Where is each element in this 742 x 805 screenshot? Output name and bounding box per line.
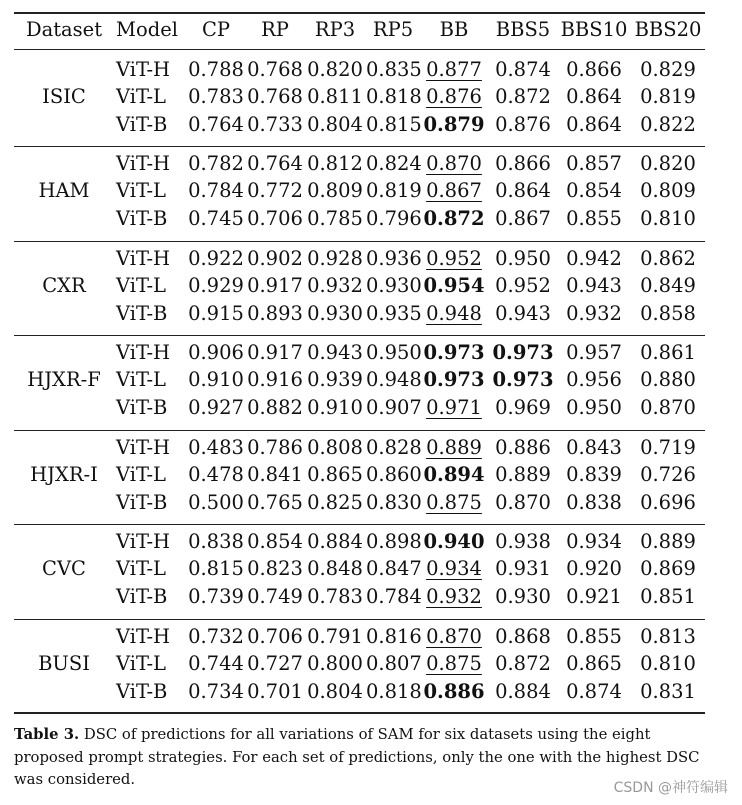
table-cell: 0.768: [247, 58, 303, 81]
table-cell: 0.940: [423, 530, 485, 553]
table-cell: 0.886: [495, 436, 551, 459]
table-cell: 0.973: [492, 368, 554, 392]
column-header: Model: [116, 18, 178, 41]
model-label: ViT-B: [116, 679, 168, 703]
table-cell: 0.800: [307, 652, 363, 676]
table-cell: 0.838: [188, 530, 244, 553]
caption-text: DSC of predictions for all variations of SAM for six datasets using the eight proposed prompt strategies. For each set of predictions, only the one with the highest DSC was considered.: [14, 726, 700, 788]
table-cell: 0.870: [495, 490, 551, 514]
model-label: ViT-B: [116, 395, 168, 419]
table-cell: 0.500: [188, 490, 244, 514]
table-cell: 0.764: [188, 112, 244, 136]
table-cell: 0.957: [566, 341, 622, 364]
model-label: ViT-L: [116, 179, 167, 203]
table-cell: 0.930: [366, 274, 422, 298]
table-cell: 0.867: [495, 206, 551, 230]
model-label: ViT-B: [116, 490, 168, 514]
model-label: ViT-H: [116, 58, 171, 81]
table-cell: 0.764: [247, 152, 303, 175]
table-cell: 0.867: [426, 179, 482, 203]
table-cell: 0.812: [307, 152, 363, 175]
table-cell: 0.948: [366, 368, 422, 392]
table-cell: 0.950: [566, 395, 622, 419]
table-cell: 0.734: [188, 679, 244, 703]
table-cell: 0.889: [640, 530, 696, 553]
table-cell: 0.865: [307, 463, 363, 487]
model-label: ViT-H: [116, 625, 171, 648]
table-cell: 0.910: [188, 368, 244, 392]
table-cell: 0.870: [426, 152, 482, 175]
table-cell: 0.936: [366, 247, 422, 270]
table-cell: 0.857: [566, 152, 622, 175]
column-header: RP5: [372, 18, 414, 41]
table-cell: 0.889: [495, 463, 551, 487]
column-header: Dataset: [25, 18, 103, 41]
model-label: ViT-L: [116, 368, 167, 392]
table-cell: 0.907: [366, 395, 422, 419]
table-cell: 0.478: [188, 463, 244, 487]
column-header: BB: [439, 18, 469, 41]
column-header: BBS10: [560, 18, 628, 41]
group-divider: [14, 524, 705, 525]
table-cell: 0.739: [188, 584, 244, 608]
group-divider: [14, 241, 705, 242]
table-cell: 0.784: [188, 179, 244, 203]
table-cell: 0.882: [247, 395, 303, 419]
table-cell: 0.819: [640, 85, 696, 109]
dataset-label: BUSI: [38, 652, 90, 676]
table-cell: 0.745: [188, 206, 244, 230]
table-cell: 0.973: [492, 341, 554, 364]
model-label: ViT-H: [116, 247, 171, 270]
table-cell: 0.719: [640, 436, 696, 459]
table-cell: 0.855: [566, 625, 622, 648]
table-cell: 0.830: [366, 490, 422, 514]
table-cell: 0.872: [495, 652, 551, 676]
table-cell: 0.786: [247, 436, 303, 459]
dataset-label: CVC: [42, 557, 86, 581]
table-cell: 0.823: [247, 557, 303, 581]
group-divider: [14, 335, 705, 336]
dataset-label: ISIC: [42, 85, 86, 109]
table-cell: 0.782: [188, 152, 244, 175]
table-cell: 0.831: [640, 679, 696, 703]
table-cell: 0.954: [423, 274, 485, 298]
table-cell: 0.815: [188, 557, 244, 581]
table-cell: 0.862: [640, 247, 696, 270]
model-label: ViT-B: [116, 301, 168, 325]
table-cell: 0.835: [366, 58, 422, 81]
table-cell: 0.943: [566, 274, 622, 298]
table-cell: 0.943: [307, 341, 363, 364]
table-cell: 0.696: [640, 490, 696, 514]
table-cell: 0.906: [188, 341, 244, 364]
table-cell: 0.811: [307, 85, 363, 109]
table-cell: 0.886: [423, 679, 485, 703]
model-label: ViT-B: [116, 206, 168, 230]
table-cell: 0.791: [307, 625, 363, 648]
table-cell: 0.839: [566, 463, 622, 487]
table-cell: 0.825: [307, 490, 363, 514]
dataset-label: HJXR-F: [27, 368, 101, 392]
model-label: ViT-H: [116, 152, 171, 175]
table-cell: 0.816: [366, 625, 422, 648]
table-cell: 0.809: [307, 179, 363, 203]
table-caption: [14, 724, 714, 792]
table-cell: 0.875: [426, 490, 482, 514]
table-cell: 0.868: [495, 625, 551, 648]
table-cell: 0.874: [495, 58, 551, 81]
table-cell: 0.876: [426, 85, 482, 109]
table-cell: 0.875: [426, 652, 482, 676]
table-cell: 0.838: [566, 490, 622, 514]
table-cell: 0.841: [247, 463, 303, 487]
table-cell: 0.851: [640, 584, 696, 608]
table-cell: 0.804: [307, 679, 363, 703]
table-cell: 0.952: [426, 247, 482, 270]
table-cell: 0.864: [566, 85, 622, 109]
table-cell: 0.922: [188, 247, 244, 270]
column-header: RP: [261, 18, 289, 41]
table-cell: 0.971: [426, 395, 482, 419]
table-cell: 0.822: [640, 112, 696, 136]
column-header: BBS5: [495, 18, 551, 41]
table-cell: 0.934: [566, 530, 622, 553]
table-cell: 0.932: [566, 301, 622, 325]
table-cell: 0.916: [247, 368, 303, 392]
table-cell: 0.894: [423, 463, 485, 487]
table-cell: 0.872: [423, 206, 485, 230]
table-cell: 0.483: [188, 436, 244, 459]
table-cell: 0.854: [566, 179, 622, 203]
table-cell: 0.810: [640, 652, 696, 676]
model-label: ViT-H: [116, 530, 171, 553]
table-cell: 0.939: [307, 368, 363, 392]
table-cell: 0.943: [495, 301, 551, 325]
model-label: ViT-H: [116, 341, 171, 364]
column-header: BBS20: [634, 18, 702, 41]
table-cell: 0.932: [426, 584, 482, 608]
group-divider: [14, 430, 705, 431]
bottom-rule: [14, 712, 705, 714]
dataset-label: CXR: [42, 274, 86, 298]
dataset-label: HAM: [38, 179, 90, 203]
table-cell: 0.950: [366, 341, 422, 364]
table-cell: 0.768: [247, 85, 303, 109]
table-cell: 0.810: [640, 206, 696, 230]
group-divider: [14, 619, 705, 620]
table-cell: 0.848: [307, 557, 363, 581]
table-cell: 0.910: [307, 395, 363, 419]
table-cell: 0.749: [247, 584, 303, 608]
table-cell: 0.847: [366, 557, 422, 581]
table-cell: 0.726: [640, 463, 696, 487]
model-label: ViT-L: [116, 274, 167, 298]
table-cell: 0.935: [366, 301, 422, 325]
table-cell: 0.932: [307, 274, 363, 298]
column-header: RP3: [314, 18, 356, 41]
table-cell: 0.796: [366, 206, 422, 230]
table-cell: 0.804: [307, 112, 363, 136]
dataset-label: HJXR-I: [30, 463, 98, 487]
table-cell: 0.880: [640, 368, 696, 392]
table-cell: 0.813: [640, 625, 696, 648]
table-cell: 0.809: [640, 179, 696, 203]
table-cell: 0.772: [247, 179, 303, 203]
table-cell: 0.884: [307, 530, 363, 553]
table-cell: 0.938: [495, 530, 551, 553]
table-cell: 0.928: [307, 247, 363, 270]
column-header: CP: [201, 18, 231, 41]
table-cell: 0.927: [188, 395, 244, 419]
table-cell: 0.884: [495, 679, 551, 703]
table-cell: 0.785: [307, 206, 363, 230]
table-cell: 0.948: [426, 301, 482, 325]
table-cell: 0.807: [366, 652, 422, 676]
table-cell: 0.744: [188, 652, 244, 676]
table-cell: 0.861: [640, 341, 696, 364]
table-cell: 0.929: [188, 274, 244, 298]
table-cell: 0.860: [366, 463, 422, 487]
group-divider: [14, 146, 705, 147]
table-cell: 0.915: [188, 301, 244, 325]
table-cell: 0.829: [640, 58, 696, 81]
table-cell: 0.874: [566, 679, 622, 703]
table-cell: 0.818: [366, 85, 422, 109]
caption-label: Table 3.: [14, 726, 80, 743]
table-cell: 0.930: [307, 301, 363, 325]
table-cell: 0.902: [247, 247, 303, 270]
table-cell: 0.969: [495, 395, 551, 419]
table-cell: 0.727: [247, 652, 303, 676]
table-cell: 0.819: [366, 179, 422, 203]
table-cell: 0.930: [495, 584, 551, 608]
table-cell: 0.820: [307, 58, 363, 81]
table-cell: 0.706: [247, 206, 303, 230]
table-cell: 0.870: [426, 625, 482, 648]
table-cell: 0.858: [640, 301, 696, 325]
table-cell: 0.870: [640, 395, 696, 419]
table-cell: 0.934: [426, 557, 482, 581]
table-cell: 0.818: [366, 679, 422, 703]
watermark: CSDN @神符编辑: [613, 780, 728, 796]
table-cell: 0.866: [566, 58, 622, 81]
table-cell: 0.921: [566, 584, 622, 608]
model-label: ViT-L: [116, 85, 167, 109]
table-cell: 0.706: [247, 625, 303, 648]
table-cell: 0.956: [566, 368, 622, 392]
model-label: ViT-L: [116, 557, 167, 581]
table-cell: 0.931: [495, 557, 551, 581]
table-cell: 0.952: [495, 274, 551, 298]
table-cell: 0.808: [307, 436, 363, 459]
table-cell: 0.893: [247, 301, 303, 325]
model-label: ViT-L: [116, 463, 167, 487]
table-cell: 0.876: [495, 112, 551, 136]
table-cell: 0.783: [188, 85, 244, 109]
table-cell: 0.733: [247, 112, 303, 136]
table-cell: 0.765: [247, 490, 303, 514]
table-cell: 0.783: [307, 584, 363, 608]
table-cell: 0.866: [495, 152, 551, 175]
table-cell: 0.872: [495, 85, 551, 109]
model-label: ViT-B: [116, 112, 168, 136]
table-cell: 0.788: [188, 58, 244, 81]
table-cell: 0.864: [495, 179, 551, 203]
table-cell: 0.973: [423, 341, 485, 364]
table-cell: 0.854: [247, 530, 303, 553]
table-cell: 0.732: [188, 625, 244, 648]
table-cell: 0.864: [566, 112, 622, 136]
table-cell: 0.942: [566, 247, 622, 270]
table-cell: 0.824: [366, 152, 422, 175]
table-cell: 0.855: [566, 206, 622, 230]
table-cell: 0.820: [640, 152, 696, 175]
table-cell: 0.815: [366, 112, 422, 136]
table-cell: 0.879: [423, 112, 485, 136]
table-cell: 0.877: [426, 58, 482, 81]
table-cell: 0.917: [247, 341, 303, 364]
model-label: ViT-B: [116, 584, 168, 608]
header-rule: [14, 49, 705, 50]
table-cell: 0.920: [566, 557, 622, 581]
table-cell: 0.849: [640, 274, 696, 298]
table-cell: 0.917: [247, 274, 303, 298]
table-cell: 0.898: [366, 530, 422, 553]
table-cell: 0.701: [247, 679, 303, 703]
table-cell: 0.973: [423, 368, 485, 392]
table-cell: 0.843: [566, 436, 622, 459]
table-cell: 0.869: [640, 557, 696, 581]
table-cell: 0.784: [366, 584, 422, 608]
table-cell: 0.865: [566, 652, 622, 676]
model-label: ViT-H: [116, 436, 171, 459]
model-label: ViT-L: [116, 652, 167, 676]
table-cell: 0.889: [426, 436, 482, 459]
table-cell: 0.828: [366, 436, 422, 459]
table-cell: 0.950: [495, 247, 551, 270]
